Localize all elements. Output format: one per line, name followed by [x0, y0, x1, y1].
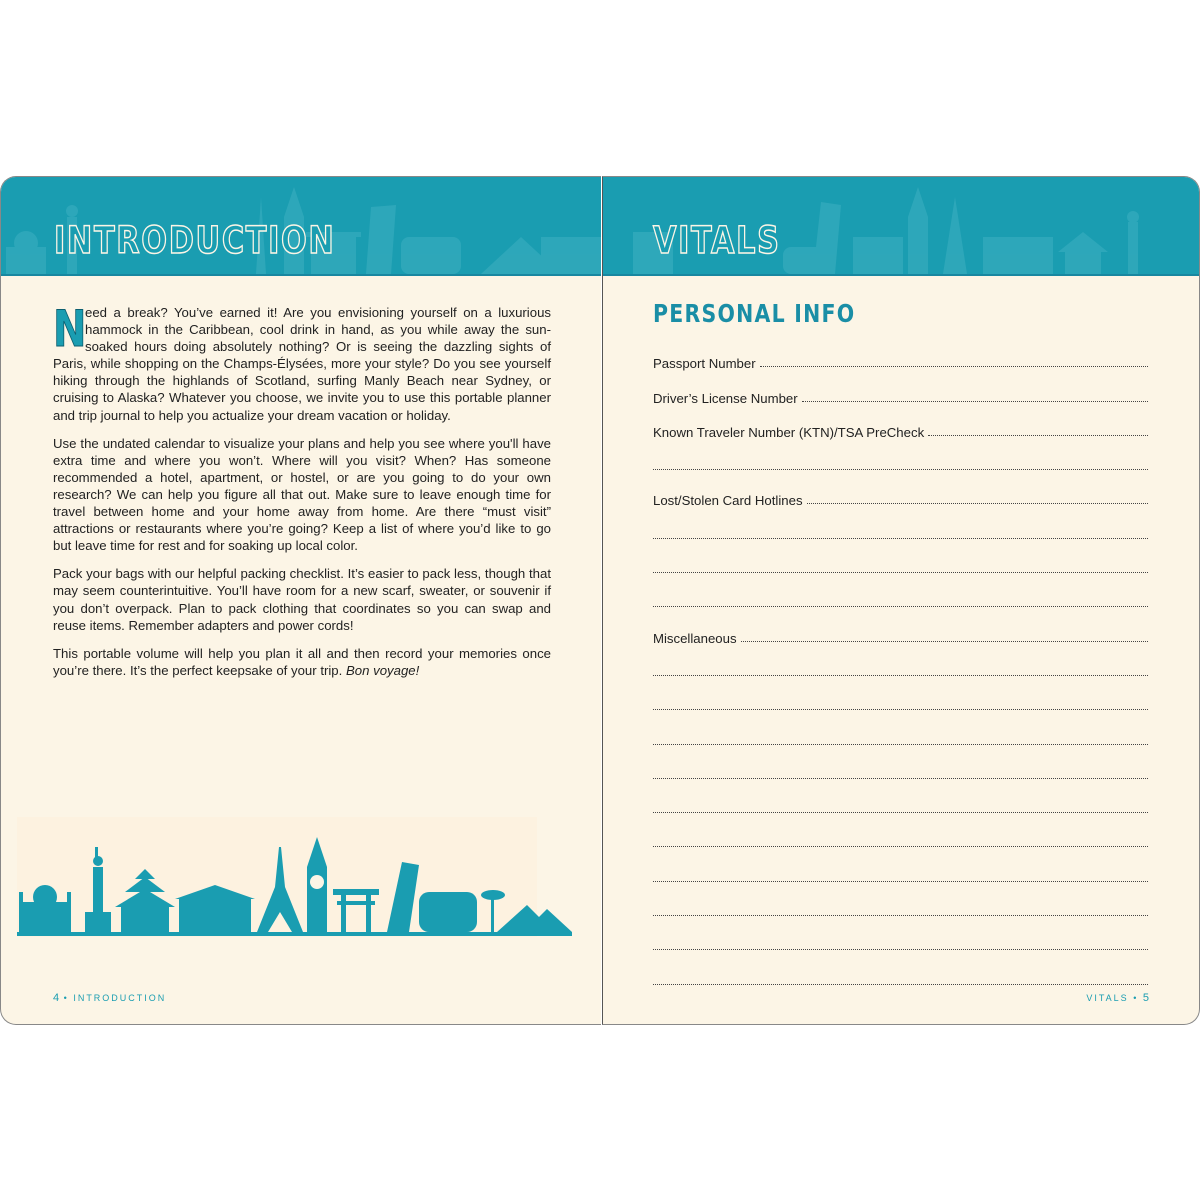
blank-line-row[interactable]	[653, 819, 1148, 853]
form-field-row[interactable]	[653, 408, 1148, 442]
book-spread	[0, 176, 1200, 1025]
section-heading: PERSONAL INFO	[653, 299, 856, 328]
footer-section-label: VITALS	[1086, 993, 1129, 1003]
page-number: 5	[1142, 992, 1149, 1004]
blank-line-row[interactable]	[653, 716, 1148, 750]
intro-body	[53, 300, 551, 690]
blank-line-row[interactable]	[653, 751, 1148, 785]
page-title: VITALS	[653, 219, 781, 262]
blank-line-row[interactable]	[653, 888, 1148, 922]
dotted-write-line[interactable]	[653, 983, 1148, 985]
dotted-write-line[interactable]	[653, 880, 1148, 882]
landmarks-skyline-illustration	[17, 817, 573, 937]
dotted-write-line[interactable]	[653, 605, 1148, 607]
form-field-row[interactable]	[653, 613, 1148, 647]
blank-line-row[interactable]	[653, 545, 1148, 579]
dotted-write-line[interactable]	[653, 537, 1148, 539]
paragraph: N eed a break? You’ve earned it! Are you envisioning yourself on a luxurious hammock in the Caribbean, cool drink in hand, as you while away the sun-soaked hours doing absolutely nothing? Or is seeing the dazzling sights of Paris, while shopping on the Champs-Élysées, more your style? Do you see yourself hiking through the highlands of Scotland, surfing Manly Beach near Sydney, or cruising to Alaska? Whatever you choose, we invite you to use this portable planner and trip journal to help you actualize your dream vacation or holiday.	[53, 300, 551, 423]
drop-cap: N	[53, 300, 87, 358]
field-label: Known Traveler Number (KTN)/TSA PreCheck	[653, 424, 925, 440]
page-title: INTRODUCTION	[54, 219, 336, 262]
form-field-row[interactable]	[653, 339, 1148, 373]
dotted-write-line[interactable]	[653, 777, 1148, 779]
dotted-write-line[interactable]	[653, 845, 1148, 847]
dotted-write-line[interactable]	[653, 811, 1148, 813]
personal-info-form	[653, 339, 1148, 991]
form-field-row[interactable]	[653, 373, 1148, 407]
paragraph: Use the undated calendar to visualize your plans and help you see where you'll have extra time and where you won’t. Where will you visit? When? Has someone recommended a hotel, apartment, or hostel, or are you going to do your own research? We can help you figure all that out. Make sure to leave enough time for travel between home and your home away from home. Are there “must visit” attractions or restaurants where you’re going? Keep a list of where you’d like to go but leave time for rest and for soaking up local color.	[53, 435, 551, 554]
blank-line-row[interactable]	[653, 682, 1148, 716]
field-label: Passport Number	[653, 356, 756, 372]
dotted-write-line[interactable]	[653, 468, 1148, 470]
left-page	[0, 176, 601, 1025]
dotted-write-line[interactable]	[928, 434, 1148, 436]
dotted-write-line[interactable]	[807, 502, 1148, 504]
field-label: Lost/Stolen Card Hotlines	[653, 493, 803, 509]
blank-line-row[interactable]	[653, 956, 1148, 990]
dotted-write-line[interactable]	[802, 400, 1148, 402]
dotted-write-line[interactable]	[653, 674, 1148, 676]
dotted-write-line[interactable]	[741, 640, 1148, 642]
footer-section-label: INTRODUCTION	[73, 993, 167, 1003]
page-number: 4	[53, 992, 60, 1004]
dotted-write-line[interactable]	[653, 948, 1148, 950]
page-header	[603, 177, 1199, 276]
blank-line-row[interactable]	[653, 648, 1148, 682]
blank-line-row[interactable]	[653, 579, 1148, 613]
form-field-row[interactable]	[653, 476, 1148, 510]
page-footer: 4 • INTRODUCTION	[53, 992, 167, 1004]
dotted-write-line[interactable]	[653, 743, 1148, 745]
paragraph: This portable volume will help you plan it all and then record your memories once you’re there. It’s the perfect keepsake of your trip. Bon voyage!	[53, 645, 551, 678]
right-page	[602, 176, 1200, 1025]
dotted-write-line[interactable]	[653, 708, 1148, 710]
blank-line-row[interactable]	[653, 510, 1148, 544]
blank-line-row[interactable]	[653, 785, 1148, 819]
page-footer: VITALS • 5	[1086, 992, 1149, 1004]
blank-line-row[interactable]	[653, 442, 1148, 476]
paragraph: Pack your bags with our helpful packing checklist. It’s easier to pack less, though that may seem counterintuitive. You’ll have room for a new scarf, sweater, or souvenir if you don’t overpack. Plan to pack clothing that coordinates so you can swap and reuse items. Remember adapters and power cords!	[53, 566, 551, 633]
dotted-write-line[interactable]	[653, 914, 1148, 916]
page-header	[1, 177, 601, 276]
blank-line-row[interactable]	[653, 853, 1148, 887]
field-label: Miscellaneous	[653, 630, 737, 646]
blank-line-row[interactable]	[653, 922, 1148, 956]
dotted-write-line[interactable]	[760, 365, 1148, 367]
dotted-write-line[interactable]	[653, 571, 1148, 573]
field-label: Driver’s License Number	[653, 390, 798, 406]
